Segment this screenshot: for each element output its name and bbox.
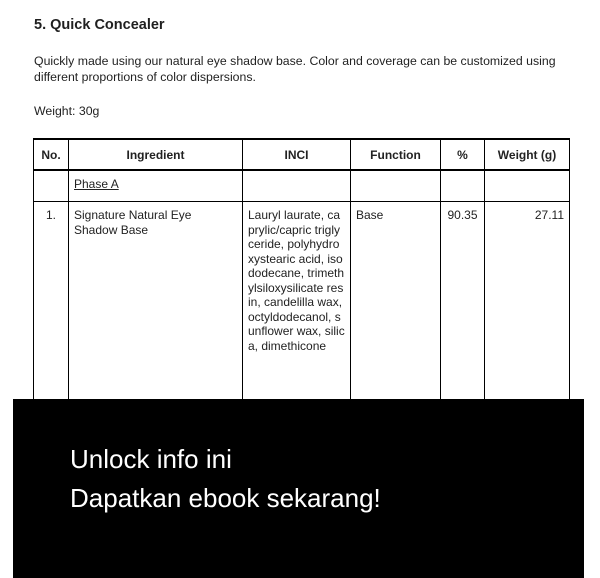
phase-label-cell (69, 170, 243, 202)
batch-weight: Weight: 30g (34, 104, 100, 118)
row-ingredient: Signature Natural Eye Shadow Base (69, 202, 243, 439)
phase-row (34, 170, 570, 202)
header-inci: INCI (243, 139, 351, 170)
header-ingredient: Ingredient (69, 139, 243, 170)
header-weight: Weight (g) (485, 139, 570, 170)
phase-no-cell (34, 170, 69, 202)
header-no: No. (34, 139, 69, 170)
phase-weight-cell (485, 170, 570, 202)
row-percent: 90.35 (441, 202, 485, 439)
phase-inci-cell (243, 170, 351, 202)
formula-table (33, 138, 570, 439)
header-function: Function (351, 139, 441, 170)
row-inci: Lauryl laurate, caprylic/capric triglyceride, polyhydroxystearic acid, isododecane, trimethylsiloxysilicate resin, candelilla wax, octyldodecanol, sunflower wax, silica, dimethicone (243, 202, 351, 439)
row-function: Base (351, 202, 441, 439)
get-ebook-text: Dapatkan ebook sekarang! (70, 483, 381, 513)
phase-label: Phase A (74, 177, 119, 191)
section-description: Quickly made using our natural eye shadow base. Color and coverage can be customized using different proportions of color dispersions. (34, 54, 556, 84)
header-percent: % (441, 139, 485, 170)
phase-percent-cell (441, 170, 485, 202)
phase-function-cell (351, 170, 441, 202)
section-title: 5. Quick Concealer (34, 17, 165, 33)
row-weight: 27.11 (485, 202, 570, 439)
row-no: 1. (34, 202, 69, 439)
unlock-overlay[interactable] (13, 399, 584, 578)
unlock-text: Unlock info ini (70, 444, 232, 474)
table-header-row (34, 139, 570, 170)
